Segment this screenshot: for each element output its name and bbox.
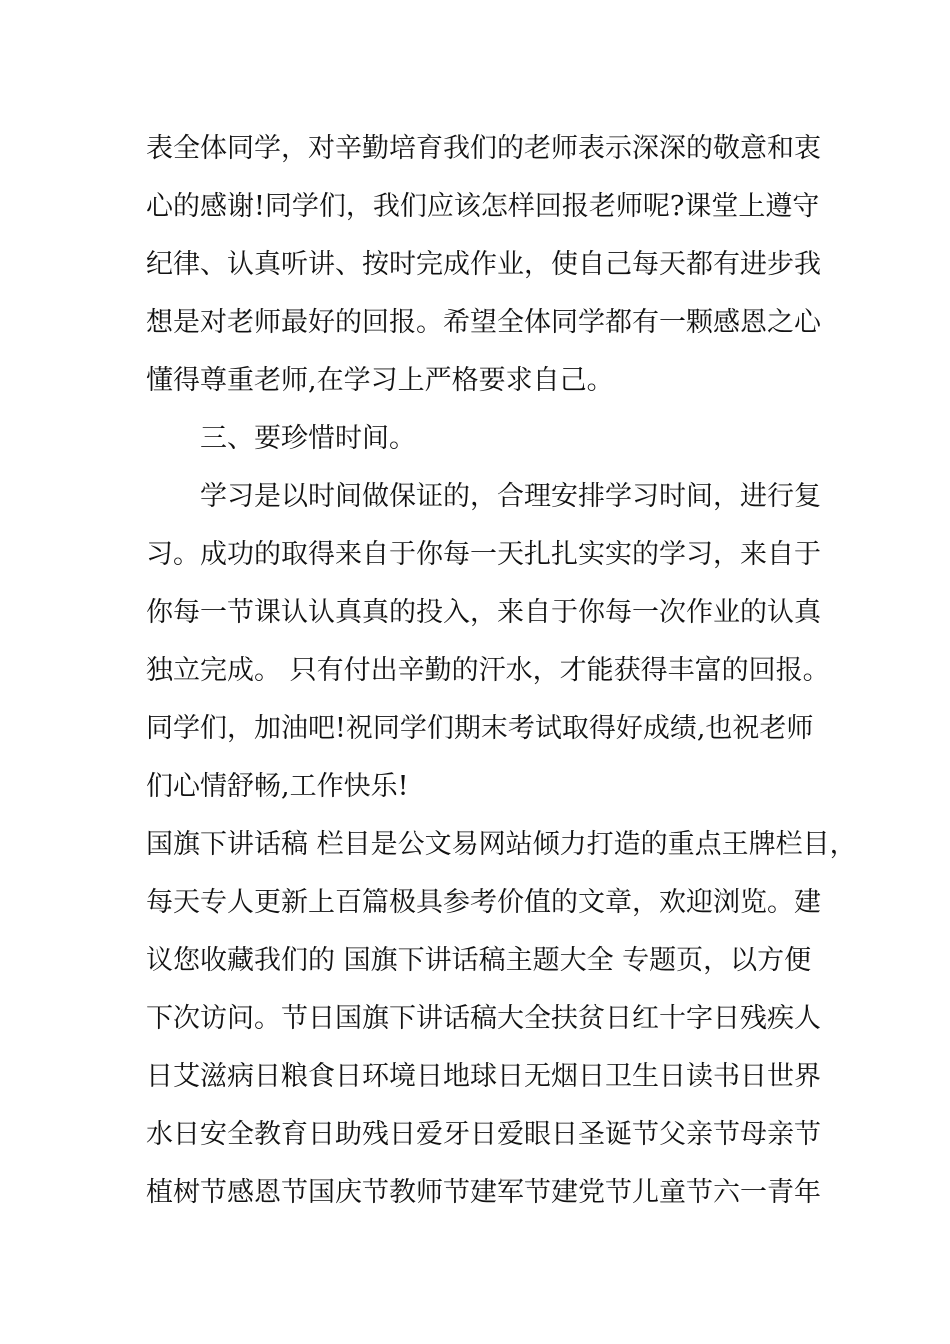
paragraph-line-5: 懂得尊重老师,在学习上严格要求自己。 [146,365,614,396]
paragraph-line-13: 国旗下讲话稿 栏目是公文易网站倾力打造的重点王牌栏目， [146,829,857,860]
paragraph-line-9: 你每一节课认认真真的投入，来自于你每一次作业的认真 [146,597,821,628]
paragraph-line-10: 独立完成。 只有付出辛勤的汗水，才能获得丰富的回报。 [146,655,830,686]
paragraph-line-8: 习。成功的取得来自于你每一天扎扎实实的学习，来自于 [146,539,821,570]
paragraph-line-12: 们心情舒畅,工作快乐! [146,771,409,802]
paragraph-line-7: 学习是以时间做保证的，合理安排学习时间，进行复 [200,481,821,512]
paragraph-line-1: 表全体同学，对辛勤培育我们的老师表示深深的敬意和衷 [146,133,821,164]
paragraph-line-18: 水日安全教育日助残日爱牙日爱眼日圣诞节父亲节母亲节 [146,1119,821,1150]
section-heading: 三、要珍惜时间。 [200,423,416,454]
paragraph-line-2: 心的感谢!同学们，我们应该怎样回报老师呢?课堂上遵守 [146,191,820,222]
paragraph-line-15: 议您收藏我们的 国旗下讲话稿主题大全 专题页，以方便 [146,945,812,976]
paragraph-line-11: 同学们，加油吧!祝同学们期末考试取得好成绩,也祝老师 [146,713,814,744]
paragraph-line-19: 植树节感恩节国庆节教师节建军节建党节儿童节六一青年 [146,1177,821,1208]
paragraph-line-3: 纪律、认真听讲、按时完成作业，使自己每天都有进步我 [146,249,821,280]
paragraph-line-4: 想是对老师最好的回报。希望全体同学都有一颗感恩之心 [146,307,821,338]
paragraph-line-14: 每天专人更新上百篇极具参考价值的文章，欢迎浏览。建 [146,887,821,918]
paragraph-line-16: 下次访问。节日国旗下讲话稿大全扶贫日红十字日残疾人 [146,1003,821,1034]
paragraph-line-17: 日艾滋病日粮食日环境日地球日无烟日卫生日读书日世界 [146,1061,821,1092]
